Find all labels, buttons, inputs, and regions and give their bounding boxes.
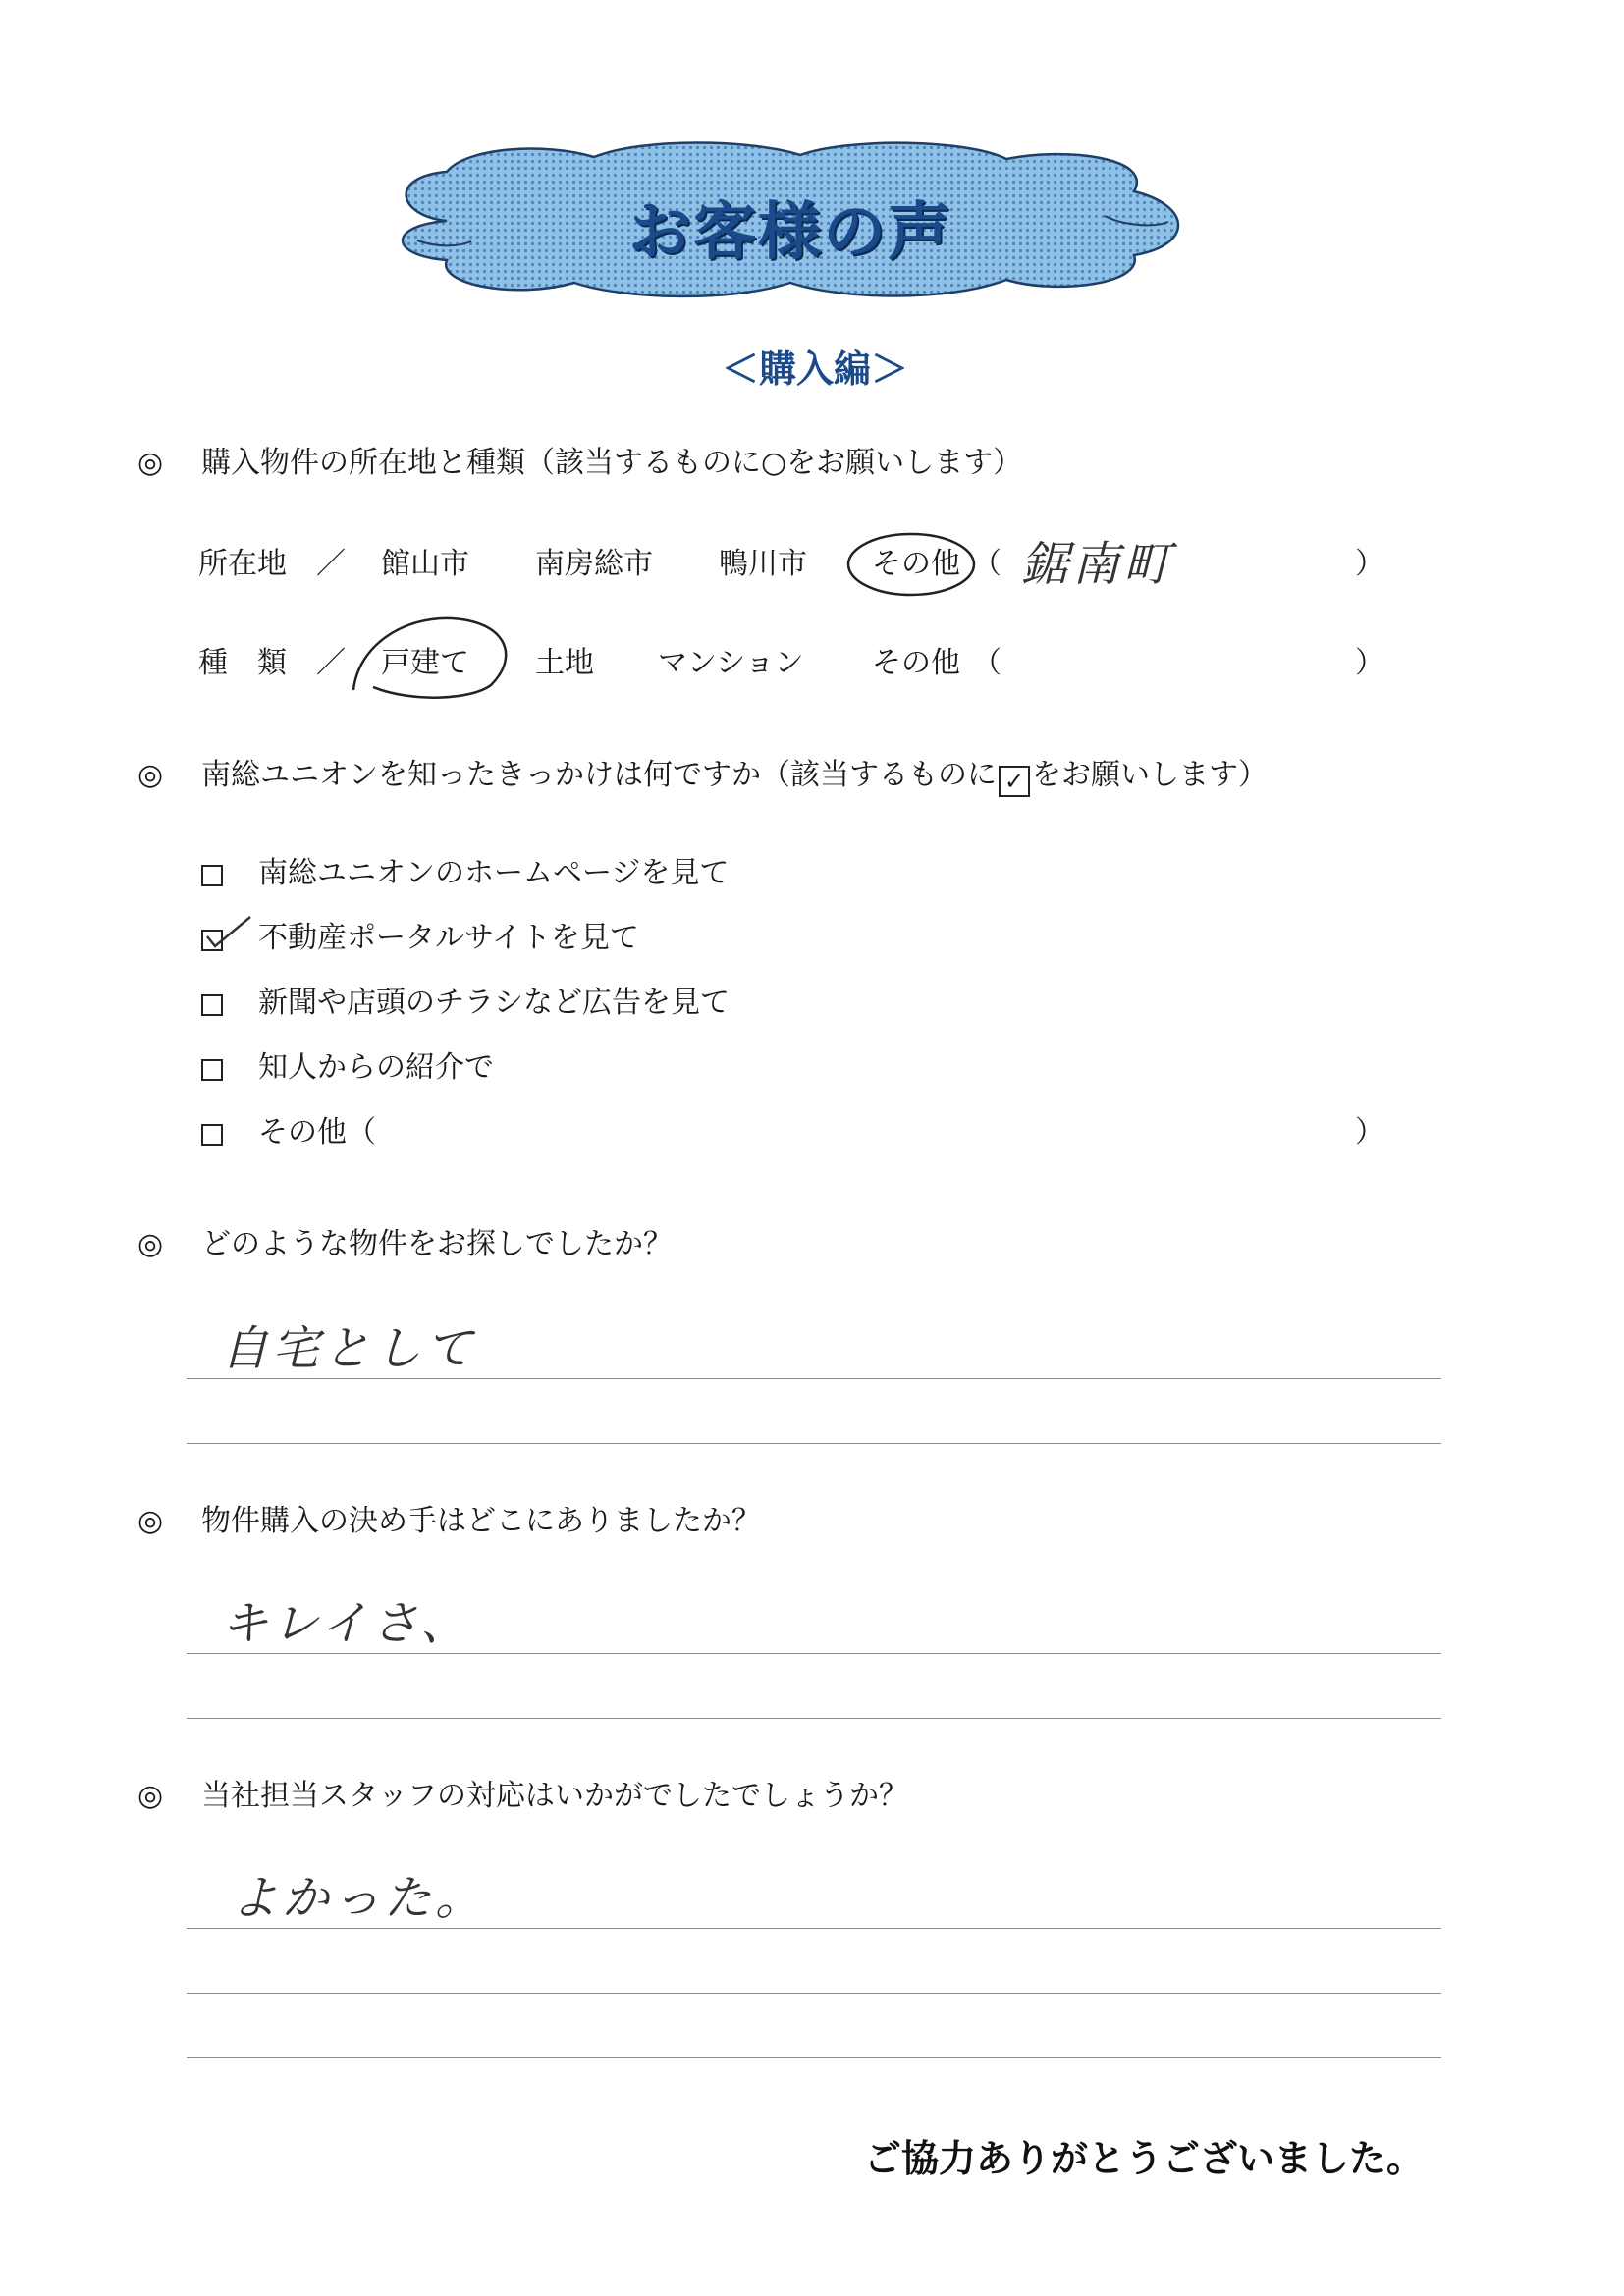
q2-option-label: その他（ bbox=[258, 1115, 376, 1149]
type-label: 種 類 bbox=[198, 646, 287, 680]
q2-question bbox=[201, 756, 1268, 797]
q1-question: 購入物件の所在地と種類（該当するものに○をお願いします） bbox=[201, 446, 1023, 480]
q4-mark: ◎ bbox=[137, 1504, 164, 1538]
q4-answer-line-1 bbox=[187, 1653, 1441, 1654]
type-selected-circle bbox=[344, 607, 530, 705]
q1-mark: ◎ bbox=[137, 446, 164, 480]
q5-answer-line-2 bbox=[187, 1993, 1441, 1994]
type-other-close: ） bbox=[1355, 646, 1384, 680]
q2-other-close: ） bbox=[1355, 1115, 1384, 1149]
q2-option-label: 不動産ポータルサイトを見て bbox=[258, 921, 639, 955]
type-option-mansion[interactable]: マンション bbox=[658, 646, 804, 680]
q3-answer-line-2 bbox=[187, 1443, 1441, 1444]
q5-question: 当社担当スタッフの対応はいかがでしたでしょうか？ bbox=[201, 1779, 908, 1813]
q5-mark: ◎ bbox=[137, 1779, 164, 1813]
q5-answer[interactable]: よかった。 bbox=[231, 1871, 487, 1926]
q3-mark: ◎ bbox=[137, 1227, 164, 1261]
location-label: 所在地 bbox=[198, 547, 287, 581]
location-option-minamiboso[interactable]: 南房総市 bbox=[535, 547, 653, 581]
location-other-open: （ bbox=[972, 547, 1001, 581]
q3-answer[interactable]: 自宅として bbox=[221, 1321, 477, 1376]
location-option-kamogawa[interactable]: 鴨川市 bbox=[719, 547, 807, 581]
q2-question-post: をお願いします） bbox=[1032, 758, 1268, 792]
q4-answer[interactable]: キレイさ、 bbox=[221, 1596, 472, 1651]
location-other-close: ） bbox=[1355, 547, 1384, 581]
location-selected-circle bbox=[842, 525, 980, 604]
type-option-land[interactable]: 土地 bbox=[535, 646, 594, 680]
q2-question-check-icon: ✓ bbox=[1003, 768, 1025, 795]
q3-answer-line-1 bbox=[187, 1378, 1441, 1379]
location-option-tateyama[interactable]: 館山市 bbox=[381, 547, 469, 581]
location-other-value: 鋸南町 bbox=[1021, 537, 1175, 592]
q2-question-check-box bbox=[999, 766, 1030, 797]
checkbox[interactable] bbox=[201, 1124, 223, 1146]
q2-option-label: 新聞や店頭のチラシなど広告を見て bbox=[258, 986, 730, 1020]
checkbox[interactable] bbox=[201, 994, 223, 1016]
page-subtitle: ＜購入編＞ bbox=[721, 347, 908, 391]
q3-question: どのような物件をお探しでしたか？ bbox=[201, 1227, 673, 1261]
q2-mark: ◎ bbox=[137, 758, 164, 792]
location-slash: ／ bbox=[316, 547, 346, 581]
type-slash: ／ bbox=[316, 646, 346, 680]
checkbox[interactable] bbox=[201, 865, 223, 886]
q2-option-label: 南総ユニオンのホームページを見て bbox=[258, 856, 730, 890]
type-other-open: （ bbox=[972, 646, 1001, 680]
type-option-other[interactable]: その他 bbox=[872, 646, 960, 680]
q2-option-label: 知人からの紹介で bbox=[258, 1050, 494, 1085]
thanks-message: ご協力ありがとうございました。 bbox=[864, 2137, 1425, 2180]
checkbox[interactable] bbox=[201, 1059, 223, 1081]
q4-answer-line-2 bbox=[187, 1718, 1441, 1719]
page-title: お客様の声 bbox=[628, 196, 952, 269]
q4-question: 物件購入の決め手はどこにありましたか？ bbox=[201, 1504, 761, 1538]
q2-question-pre: 南総ユニオンを知ったきっかけは何ですか（該当するものに bbox=[201, 758, 997, 792]
q5-answer-line-3 bbox=[187, 2057, 1441, 2058]
check-mark-icon bbox=[203, 913, 254, 952]
type-option-detached[interactable]: 戸建て bbox=[381, 646, 469, 680]
q5-answer-line-1 bbox=[187, 1928, 1441, 1929]
location-option-other[interactable]: その他 bbox=[872, 547, 960, 581]
